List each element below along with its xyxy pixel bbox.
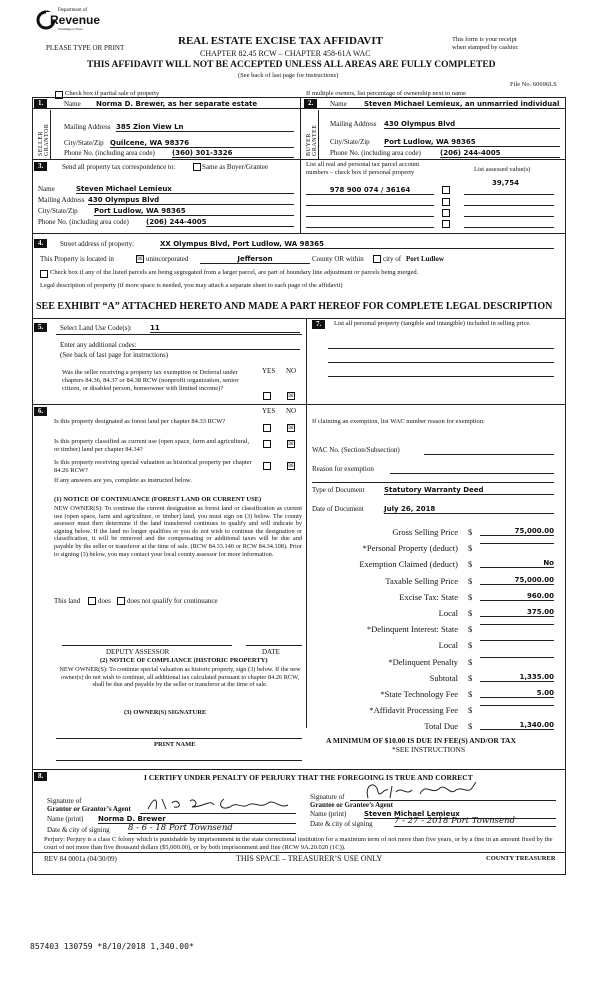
tax-row-value: 1,335.00 <box>480 673 554 682</box>
grantee-sig-of: Signature of <box>310 793 345 801</box>
buyer-city: Port Ludlow, WA 98365 <box>384 138 560 147</box>
print-name-label: PRINT NAME <box>154 741 196 748</box>
historic-yes-checkbox[interactable] <box>263 462 271 470</box>
please-type: PLEASE TYPE OR PRINT <box>46 44 125 52</box>
property-street: XX Olympus Blvd, Port Ludlow, WA 98365 <box>160 240 554 249</box>
buyer-name: Steven Michael Lemieux, an unmarried individual <box>364 100 560 108</box>
buyer-side-label: BUYER GRANTEE <box>306 124 318 156</box>
unincorporated-checkbox[interactable]: ☒ <box>137 256 143 262</box>
dollar-sign: $ <box>468 527 473 537</box>
rev-number: REV 84 0001a (04/30/09) <box>44 855 117 863</box>
tax-row-label: Local <box>438 608 458 618</box>
dollar-sign: $ <box>468 640 473 650</box>
wac-label: WAC No. (Section/Subsection) <box>312 446 400 454</box>
tax-row-value: 75,000.00 <box>480 576 554 585</box>
dollar-sign: $ <box>468 624 473 634</box>
dollar-sign: $ <box>468 592 473 602</box>
corr-phone-label: Phone No. (including area code) <box>38 218 129 226</box>
doc-type: Statutory Warranty Deed <box>384 486 554 495</box>
parcel-personal-checkbox-3[interactable] <box>442 209 450 217</box>
grantee-name: Steven Michael Lemieux <box>364 810 556 819</box>
seller-name: Norma D. Brewer, as her separate estate <box>96 100 296 109</box>
current-use-no-checkbox[interactable]: ☒ <box>288 441 294 447</box>
tax-row-value: 375.00 <box>480 608 554 617</box>
grantor-date-city-label: Date & city of signing <box>47 826 110 834</box>
dollar-sign: $ <box>468 673 473 683</box>
notice1-title: (1) NOTICE OF CONTINUANCE (FOREST LAND OR CURRENT USE) <box>54 496 262 503</box>
tax-row-value: 75,000.00 <box>480 527 554 536</box>
section-4-number: 4. <box>34 239 47 248</box>
corr-mailing-label: Mailing Address <box>38 196 85 204</box>
s5-yes-label: YES <box>262 367 276 375</box>
logo-state: Washington State <box>58 27 83 31</box>
tax-row-label: *Affidavit Processing Fee <box>369 705 458 715</box>
assessed-heading: List assessed value(s) <box>474 166 531 173</box>
historic-no-checkbox[interactable]: ☒ <box>288 463 294 469</box>
dollar-sign: $ <box>468 559 473 569</box>
dollar-sign: $ <box>468 576 473 586</box>
grantor-signature <box>144 795 294 813</box>
dollar-sign: $ <box>468 657 473 667</box>
dollar-sign: $ <box>468 705 473 715</box>
same-as-buyer-label: Same as Buyer/Grantee <box>202 163 269 171</box>
s6-no-label: NO <box>286 407 297 415</box>
this-land-label: This land <box>54 597 81 605</box>
perjury-note: Perjury: Perjury is a class C felony which is punishable by imprisonment in the state correctional institution for a maximum term of not more than five years, or by a fine in an amount fixed by the court of not more than five thousand dollars ($5,000.00), or by both imprisonment and fine (RCW 9A.20.020 (1C)). <box>44 836 553 851</box>
buyer-mailing-label: Mailing Address <box>330 120 377 128</box>
buyer-name-label: Name <box>330 100 347 108</box>
grantor-name: Norma D. Brewer <box>98 815 296 824</box>
exemption-claim-label: If claiming an exemption, list WAC number reason for exemption: <box>312 418 485 425</box>
grantor-agent-label: Grantor or Grantor’s Agent <box>47 805 131 813</box>
seller-phone-label: Phone No. (including area code) <box>64 149 155 157</box>
forest-no-checkbox[interactable]: ☒ <box>288 425 294 431</box>
grantor-name-label: Name (print) <box>47 815 84 823</box>
parcels-heading-2: numbers – check box if personal property <box>306 169 415 176</box>
section-3-number: 3. <box>34 162 47 171</box>
segregated-label: Check box if any of the listed parcels are being segregated from a larger parcel, are part of boundary line adjustment or parcels being merged. <box>50 269 419 276</box>
corr-name: Steven Michael Lemieux <box>76 185 294 194</box>
deputy-assessor-label: DEPUTY ASSESSOR <box>106 648 170 656</box>
parcel-personal-checkbox-2[interactable] <box>442 198 450 206</box>
tax-row-value: 960.00 <box>480 592 554 601</box>
see-instructions: *SEE INSTRUCTIONS <box>392 745 466 754</box>
tax-row-value <box>480 705 554 706</box>
unincorporated-label: unincorporated <box>146 255 189 263</box>
doc-date: July 26, 2018 <box>384 505 554 514</box>
segregated-checkbox[interactable] <box>40 270 48 278</box>
exemption-question: Was the seller receiving a property tax exemption or Deferral under chapters 84.36, 84.37 or 84.38 RCW (nonprofit organization, senior citizen, or disabled person, homeowner with limited income)? <box>62 369 239 392</box>
receipt-note-1: This form is your receipt <box>452 36 517 43</box>
tax-row-label: *Personal Property (deduct) <box>362 543 458 553</box>
tax-row-label: Local <box>438 640 458 650</box>
tax-row-label: *State Technology Fee <box>380 689 458 699</box>
grantee-name-label: Name (print) <box>310 810 347 818</box>
section-6-number: 6. <box>34 407 47 416</box>
reason-label: Reason for exemption <box>312 465 374 473</box>
buyer-phone-label: Phone No. (including area code) <box>330 149 421 157</box>
tax-row-label: Total Due <box>424 721 458 731</box>
buyer-mailing: 430 Olympus Blvd <box>384 120 560 129</box>
land-use-code: 11 <box>150 324 300 333</box>
grantee-agent-label: Grantee or Grantee’s Agent <box>310 801 394 809</box>
seller-mailing: 385 Zion View Ln <box>116 123 294 132</box>
receipt-note-2: when stamped by cashier. <box>452 44 519 51</box>
tax-row-label: Exemption Claimed (deduct) <box>359 559 458 569</box>
partial-sale-label: Check box if partial sale of property <box>65 90 160 97</box>
minimum-note: A MINIMUM OF $10.00 IS DUE IN FEE(S) AND/OR TAX <box>326 736 516 745</box>
seller-city-label: City/State/Zip <box>64 139 104 147</box>
grantee-date-city: 7 - 27 - 2018 Port Townsend <box>394 816 556 827</box>
does-label: does <box>98 597 111 605</box>
personal-property-heading: List all personal property (tangible and intangible) included in selling price. <box>334 320 531 327</box>
parcel-number: 978 900 074 / 36164 <box>306 186 434 195</box>
land-use-label: Select Land Use Code(s): <box>60 324 132 332</box>
parcel-personal-checkbox-1[interactable] <box>442 186 450 194</box>
historic-question: Is this property receiving special valuation as historical property per chapter 84.26 RCW? <box>54 459 252 474</box>
located-text: This Property is located in <box>40 255 114 263</box>
form-title: REAL ESTATE EXCISE TAX AFFIDAVIT <box>178 35 383 47</box>
assessed-value: 39,754 <box>492 179 520 187</box>
does-not-checkbox[interactable] <box>117 597 125 605</box>
tax-row-value: No <box>480 559 554 568</box>
tax-row-label: *Delinquent Interest: State <box>366 624 458 634</box>
tax-row-value <box>480 657 554 658</box>
logo-dept: Department of <box>58 8 88 13</box>
parcels-heading-1: List all real and personal tax parcel account <box>306 161 420 168</box>
tax-row-label: *Delinquent Penalty <box>388 657 458 667</box>
cashier-stamp: 857403 130759 *8/10/2018 1,340.00* <box>30 942 194 951</box>
additional-codes-label: Enter any additional codes: <box>60 341 137 349</box>
city-of-label: city of <box>383 255 402 263</box>
seller-side-label: SELLER GRANTOR <box>38 123 50 156</box>
exhibit-note: SEE EXHIBIT “A” ATTACHED HERETO AND MADE A PART HEREOF FOR COMPLETE LEGAL DESCRIPTION <box>36 301 553 312</box>
current-use-yes-checkbox[interactable] <box>263 440 271 448</box>
notice1-body: NEW OWNER(S): To continue the current designation as forest land or classification as current use (open space, farm and agriculture, or timber) land, you must sign on (3) below. The county assessor must then determine if the land transferred continues to qualify and will indicate by signing below. If the land no longer qualifies or you do not wish to continue the designation or classification, it will be removed and the compensating or additional taxes will be due and payable by the seller or transferor at the time of sale. (RCW 84.33.140 or RCW 84.34.108). Prior to signing (3) below, you may contact your local county assessor for more information. <box>54 505 302 558</box>
notice2-title: (2) NOTICE OF COMPLIANCE (HISTORIC PROPERTY) <box>100 657 268 664</box>
forest-question: Is this property designated as forest land per chapter 84.33 RCW? <box>54 418 226 425</box>
current-use-question: Is this property classified as current use (open space, farm and agricultural, or timber) land per chapter 84.34? <box>54 438 250 453</box>
s5-no-label: NO <box>286 367 297 375</box>
property-city: Port Ludlow <box>406 255 444 263</box>
county-or-label: County OR within <box>312 255 364 263</box>
dollar-sign: $ <box>468 543 473 553</box>
seller-name-label: Name <box>64 100 81 108</box>
seller-city: Quilcene, WA 98376 <box>110 139 294 148</box>
revenue-logo <box>36 8 106 34</box>
seller-phone: (360) 301-3326 <box>172 149 294 158</box>
corr-phone: (206) 244-4005 <box>146 218 294 227</box>
tax-row-label: Gross Selling Price <box>392 527 458 537</box>
certify-statement: I CERTIFY UNDER PENALTY OF PERJURY THAT THE FOREGOING IS TRUE AND CORRECT <box>144 773 473 782</box>
street-label: Street address of property: <box>60 240 135 248</box>
if-yes-note: If any answers are yes, complete as instructed below. <box>54 477 192 484</box>
legal-label: Legal description of property (if more space is needed, you may attach a separate sheet to each page of the affidavit) <box>40 282 343 289</box>
owner-signature-label: (3) OWNER(S) SIGNATURE <box>124 709 207 716</box>
doc-type-label: Type of Document <box>312 486 365 494</box>
does-not-label: does not qualify for continuance <box>127 597 218 605</box>
correspondence-heading: Send all property tax correspondence to: <box>62 163 176 171</box>
tax-row-label: Excise Tax: State <box>399 592 458 602</box>
tax-row-value <box>480 543 554 544</box>
city-checkbox[interactable] <box>373 255 381 263</box>
tax-row-value: 1,340.00 <box>480 721 554 730</box>
same-as-buyer-checkbox[interactable] <box>193 163 201 171</box>
tax-row-label: Taxable Selling Price <box>385 576 458 586</box>
form-chapter: CHAPTER 82.45 RCW – CHAPTER 458-61A WAC <box>200 49 371 58</box>
grantee-date-city-label: Date & city of signing <box>310 820 373 828</box>
dollar-sign: $ <box>468 689 473 699</box>
forest-yes-checkbox[interactable] <box>263 424 271 432</box>
multiple-owners-label: If multiple owners, list percentage of ownership next to name <box>306 90 466 97</box>
parcel-personal-checkbox-4[interactable] <box>442 220 450 228</box>
form-warning: THIS AFFIDAVIT WILL NOT BE ACCEPTED UNLESS ALL AREAS ARE FULLY COMPLETED <box>87 60 496 70</box>
assessor-date-label: DATE <box>262 648 280 656</box>
section-5-number: 5. <box>34 323 47 332</box>
section-7-number: 7. <box>312 320 325 329</box>
corr-mailing: 430 Olympus Blvd <box>88 196 294 205</box>
corr-city-label: City/State/Zip <box>38 207 78 215</box>
s5-yes-checkbox[interactable] <box>263 392 271 400</box>
county-treasurer: COUNTY TREASURER <box>486 855 556 862</box>
file-number: File No. 60696LS <box>510 81 557 88</box>
section-8-number: 8. <box>34 772 47 781</box>
tax-row-value: 5.00 <box>480 689 554 698</box>
dollar-sign: $ <box>468 608 473 618</box>
dollar-sign: $ <box>468 721 473 731</box>
tax-row-label: Subtotal <box>429 673 458 683</box>
buyer-city-label: City/State/Zip <box>330 138 370 146</box>
notice2-body: NEW OWNER(S): To continue special valuation as historic property, sign (3) below. If the new owner(s) do not wish to continue, all additional tax calculated pursuant to chapter 84.26 RCW, shall be due and payable by the seller or transferor at the time of sale. <box>59 666 301 689</box>
treasurer-space: THIS SPACE – TREASURER’S USE ONLY <box>236 854 383 863</box>
tax-row-value <box>480 640 554 641</box>
s6-yes-label: YES <box>262 407 276 415</box>
tax-row-value <box>480 624 554 625</box>
grantor-date-city: 8 - 6 - 18 Port Townsend <box>128 823 296 834</box>
does-checkbox[interactable] <box>88 597 96 605</box>
s5-no-checkbox[interactable]: ☒ <box>288 393 294 399</box>
grantee-signature <box>360 780 490 802</box>
doc-date-label: Date of Document <box>312 505 364 513</box>
grantor-sig-of: Signature of <box>47 797 82 805</box>
section-2-number: 2. <box>304 99 317 108</box>
logo-name: Revenue <box>50 13 101 27</box>
corr-name-label: Name <box>38 185 55 193</box>
see-back: (See back of last page for instructions) <box>238 72 339 79</box>
seller-mailing-label: Mailing Address <box>64 123 111 131</box>
section-1-number: 1. <box>34 99 47 108</box>
property-county: Jefferson <box>200 255 310 264</box>
buyer-phone: (206) 244-4005 <box>440 149 560 158</box>
land-use-see-back: (See back of last page for instructions) <box>60 351 169 359</box>
corr-city: Port Ludlow, WA 98365 <box>94 207 294 216</box>
